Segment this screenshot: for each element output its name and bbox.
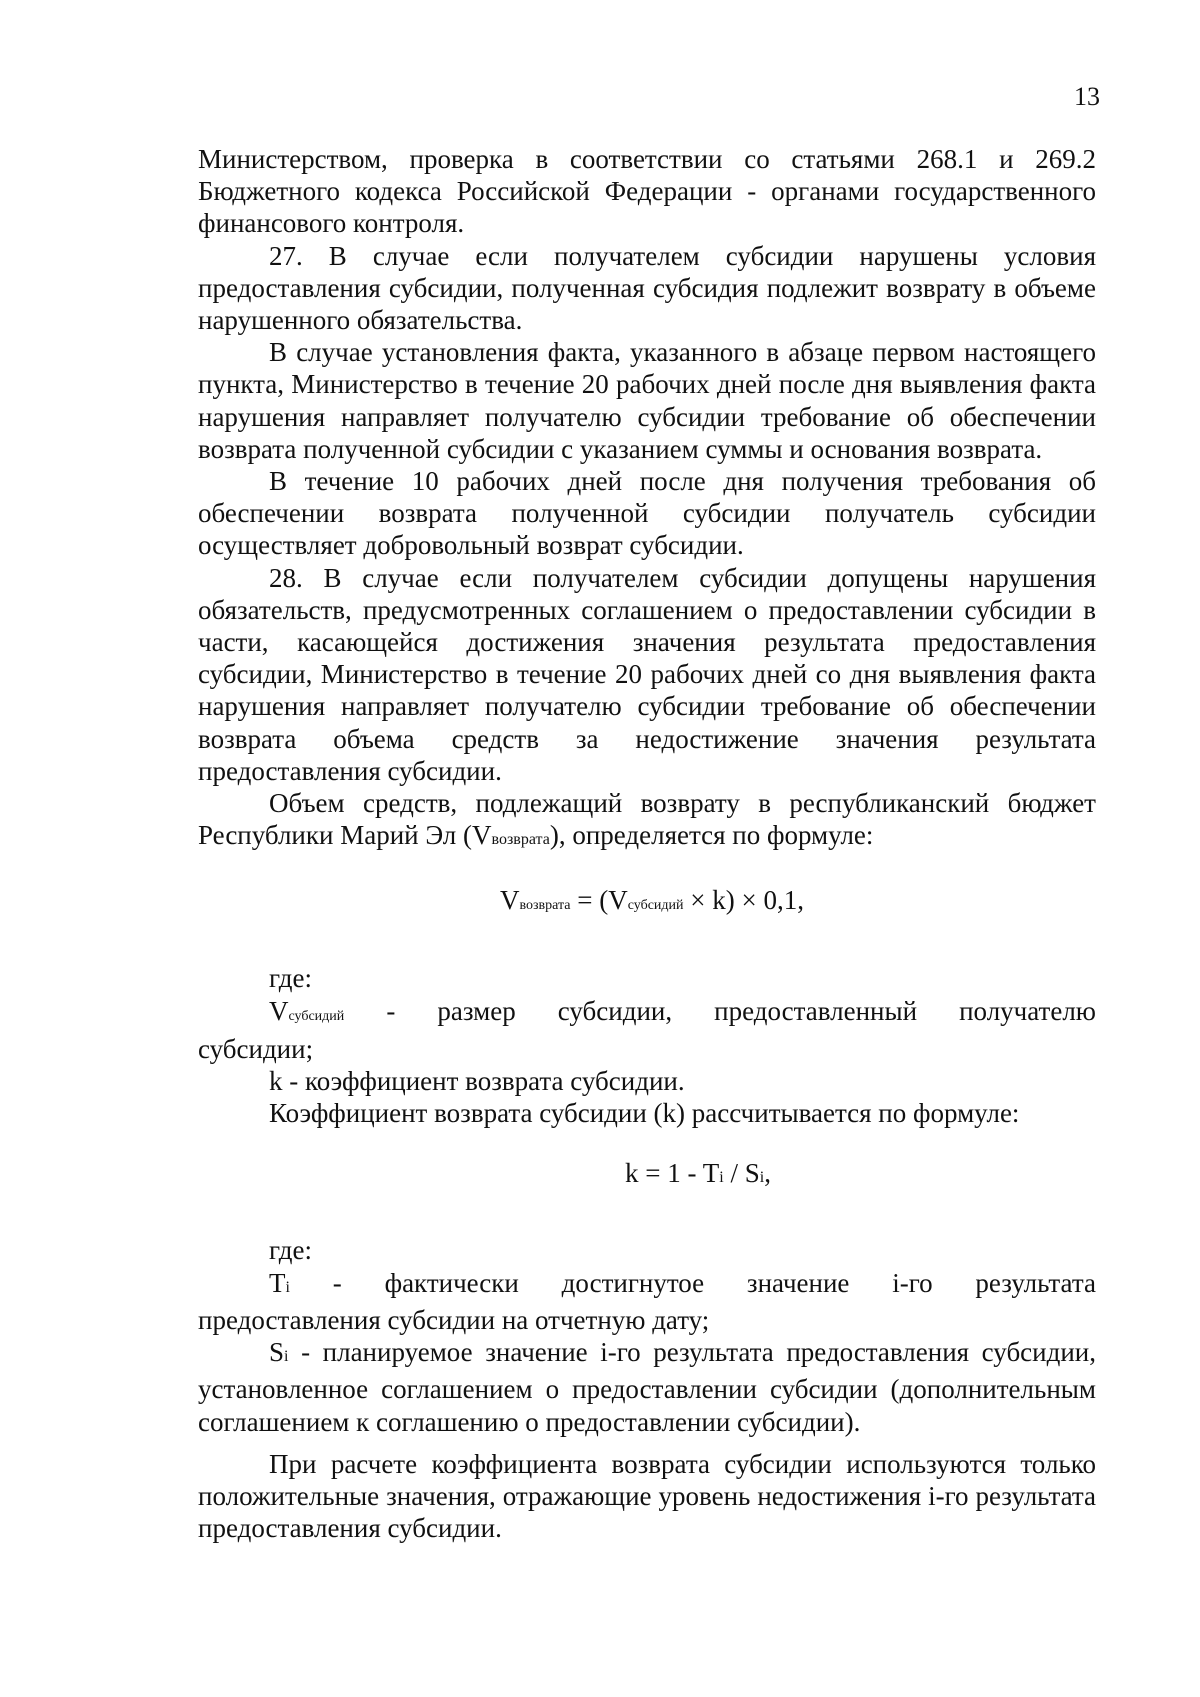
ti-continuation: предоставления субсидии на отчетную дату; — [198, 1304, 710, 1335]
definition-k: k - коэффициент возврата субсидии. — [269, 1066, 685, 1097]
paragraph-27: 27. В случае если получателем субсидии нарушены условия предоставления субсидии, полученная субсидия подлежит возврату в объеме нарушенного обязательства. — [198, 240, 1096, 336]
ti-dash: - — [332, 1267, 342, 1298]
formula1-eq: = (V — [570, 885, 628, 916]
volume-intro-subscript: возврата — [491, 831, 550, 849]
formula2-part-c: , — [764, 1158, 771, 1189]
formula2-sub-a: i — [719, 1169, 724, 1187]
ti-word-1: фактически — [384, 1267, 519, 1298]
ti-word-4: i-го — [892, 1267, 933, 1298]
definition-v-subsidy — [269, 995, 1096, 1033]
definition-ti — [269, 1267, 1096, 1304]
v-subsidy-word-1: размер — [437, 995, 516, 1026]
paragraph-voluntary-return: В течение 10 рабочих дней после дня получения требования об обеспечении возврата полученной субсидии получатель субсидии осуществляет добровольный возврат субсидии. — [198, 466, 1096, 561]
volume-intro-text: Объем средств, подлежащий возврату в республиканский бюджет Республики Марий Эл (V — [198, 788, 1096, 851]
where-label-2: где: — [269, 1235, 312, 1266]
formula-k — [198, 1157, 1096, 1194]
formula1-lhs: V — [500, 885, 520, 916]
ti-word-2: достигнутое — [561, 1267, 705, 1298]
paragraph-28: 28. В случае если получателем субсидии допущены нарушения обязательств, предусмотренных соглашением о предоставлении субсидии в части, касающейся достижения значения результата предоставления субсидии, Министерство в течение 20 рабочих дней со дня выявления факта нарушения направляет получателю субсидии требование об обеспечении возврата объема средств за недостижение значения результата предоставления субсидии. — [198, 562, 1096, 786]
v-subsidy-word-2: субсидии, — [557, 995, 673, 1026]
formula1-mid-subscript: субсидий — [627, 898, 684, 914]
ti-term: Ti — [269, 1267, 290, 1298]
paragraph-ministry-check: Министерством, проверка в соответствии со статьями 268.1 и 269.2 Бюджетного кодекса Российской Федерации - органами государственного финансового контроля. — [198, 144, 1096, 239]
v-subsidy-dash: - — [386, 995, 396, 1026]
definition-si: Si - планируемое значение i-го результата предоставления субсидии, установленное соглашением о предоставлении субсидии (дополнительным соглашением к соглашению о предоставлении субсидии). — [198, 1337, 1096, 1437]
ti-word-5: результата — [975, 1267, 1096, 1298]
paragraph-fact-established: В случае установления факта, указанного в абзаце первом настоящего пункта, Министерство в течение 20 рабочих дней после дня выявления факта нарушения направляет получателю субсидии требование об обеспечении возврата полученной субсидии с указанием суммы и основания возврата. — [198, 337, 1096, 464]
document-body — [198, 143, 1096, 1544]
volume-intro-tail: ), определяется по формуле: — [549, 820, 874, 851]
v-subsidy-word-3: предоставленный — [714, 995, 918, 1026]
paragraph-positive-values: При расчете коэффициента возврата субсидии используются только положительные значения, отражающие уровень недостижения i-го результата предоставления субсидии. — [198, 1448, 1096, 1544]
where-label-1: где: — [269, 963, 312, 994]
formula2-part-a: k = 1 - T — [625, 1158, 720, 1189]
formula2-part-b: / S — [723, 1158, 760, 1189]
formula1-lhs-subscript: возврата — [519, 898, 571, 914]
page-number: 13 — [1074, 82, 1100, 111]
paragraph-volume-formula-intro — [198, 787, 1096, 856]
formula1-rest: × k) × 0,1, — [683, 885, 804, 916]
v-subsidy-term: Vсубсидий — [269, 995, 345, 1026]
v-subsidy-continuation: субсидии; — [198, 1033, 314, 1064]
ti-word-3: значение — [746, 1267, 850, 1298]
formula2-sub-b: i — [759, 1169, 765, 1187]
v-subsidy-word-4: получателю — [959, 995, 1096, 1026]
k-formula-intro: Коэффициент возврата субсидии (k) рассчитывается по формуле: — [269, 1098, 1020, 1129]
formula-return-volume — [198, 884, 1096, 922]
